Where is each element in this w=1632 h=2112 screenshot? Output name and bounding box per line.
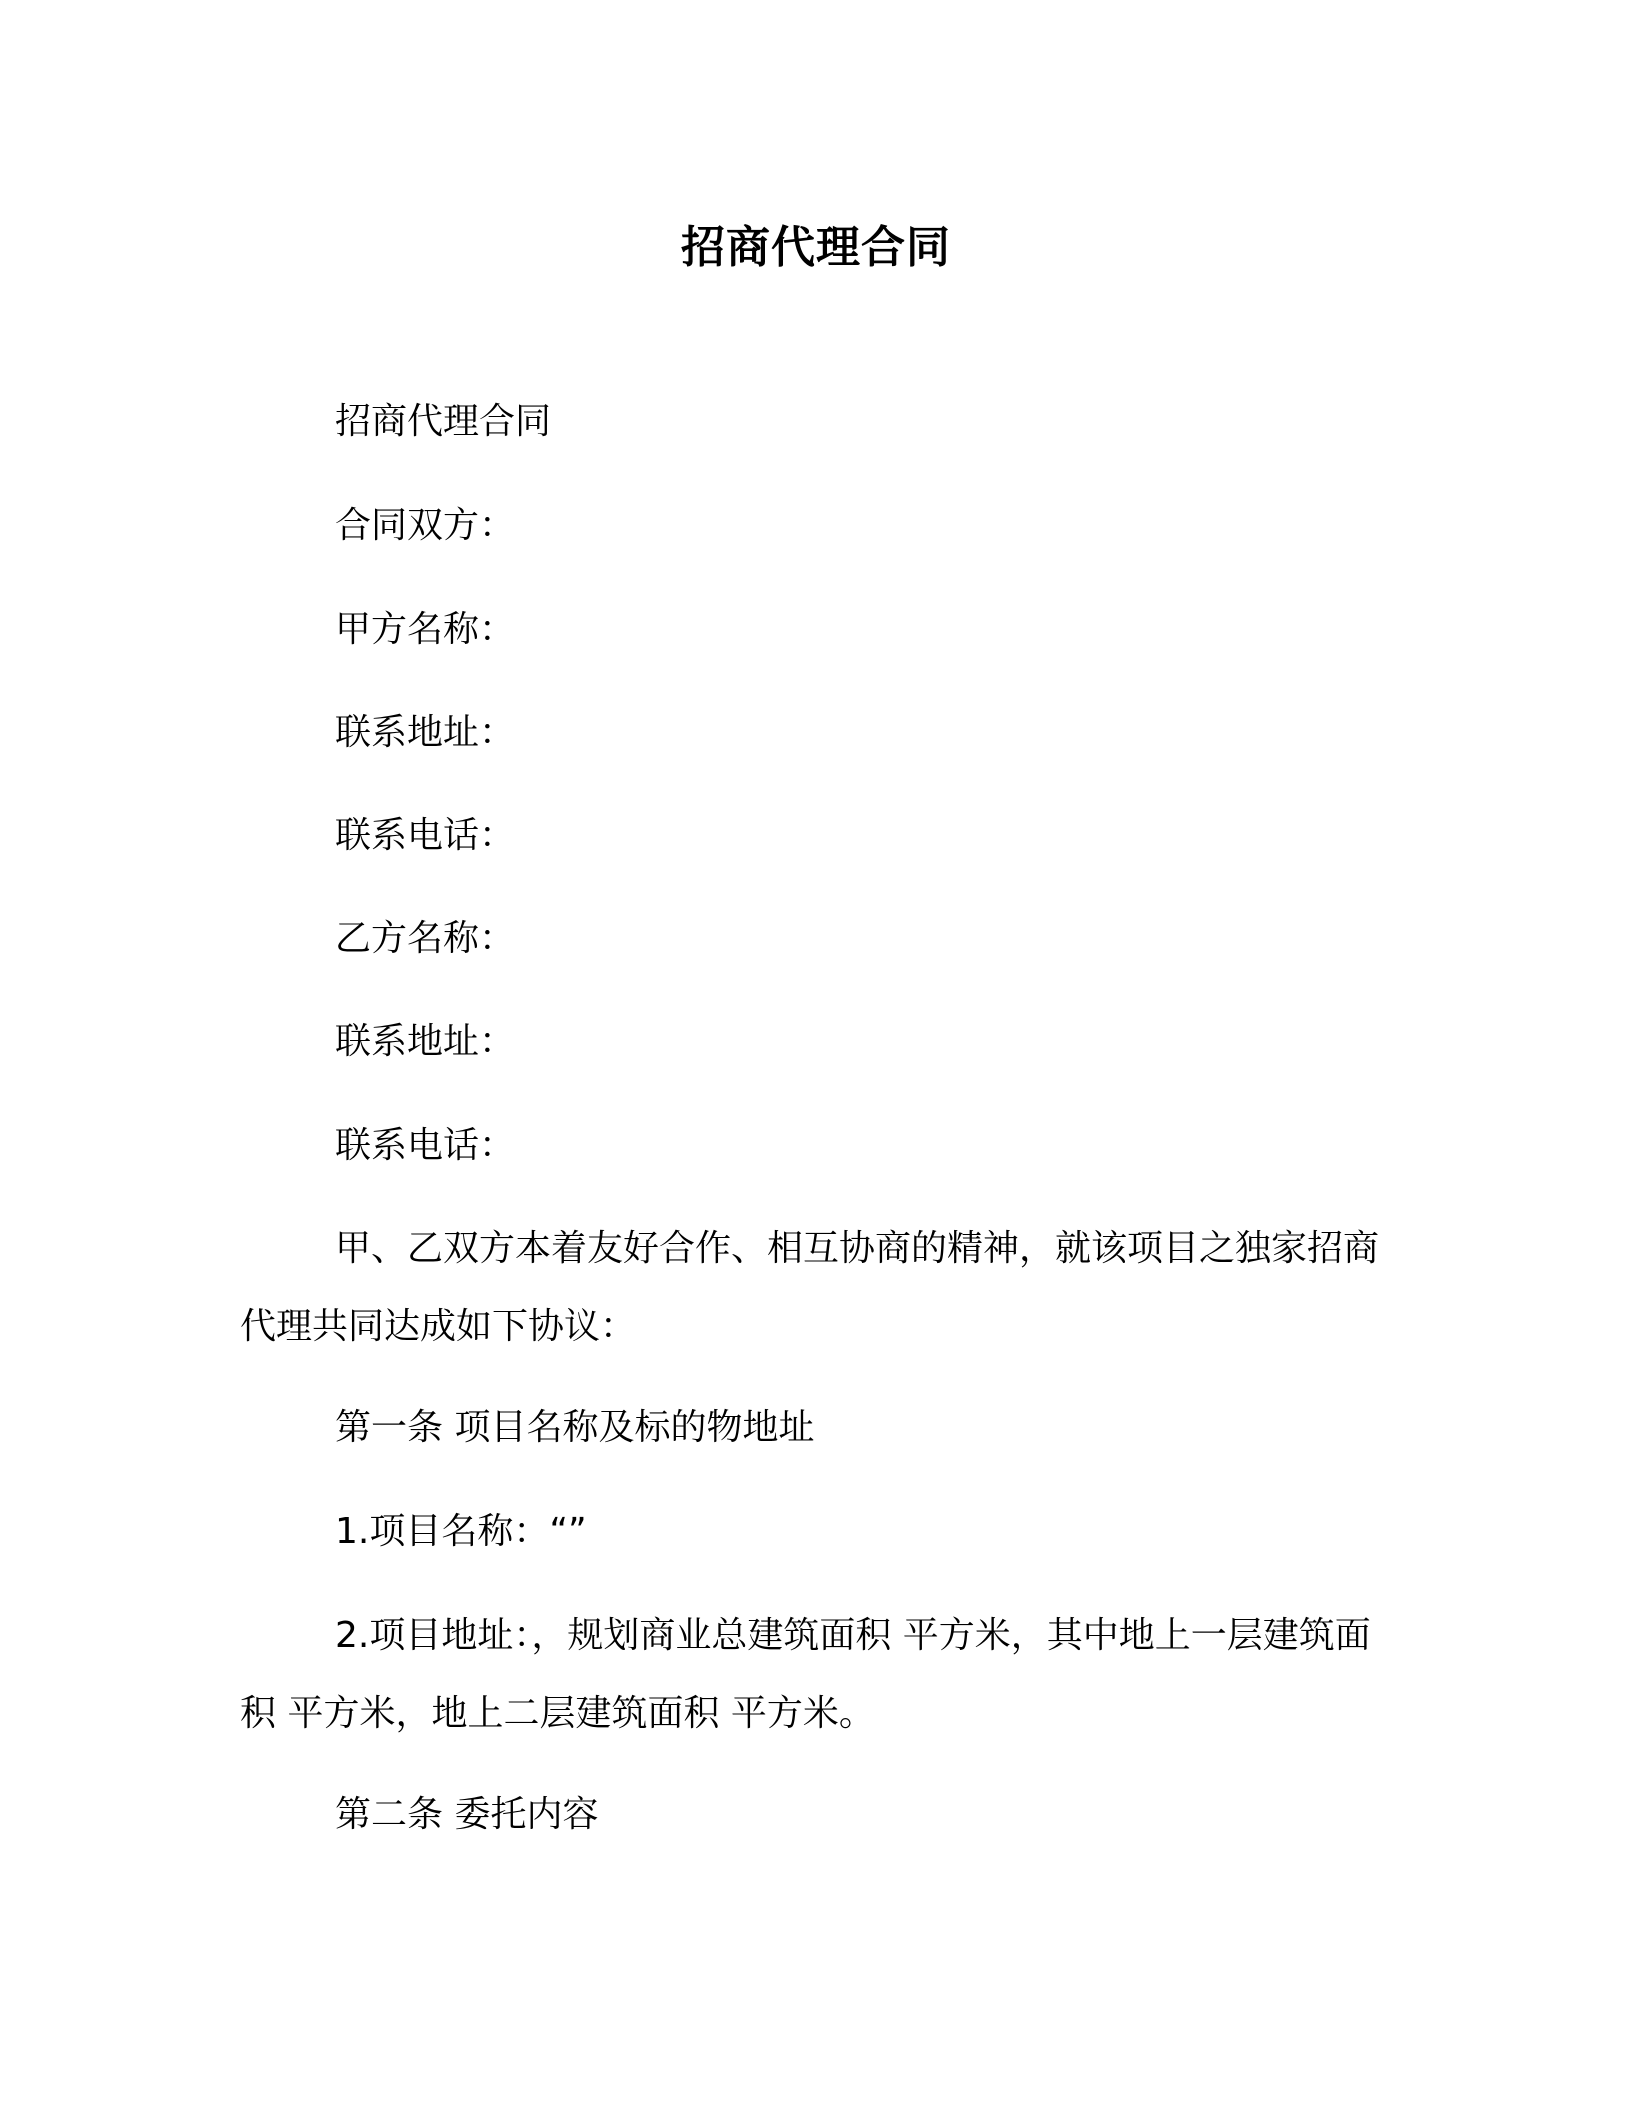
party-b-phone-label: 联系电话：	[335, 1125, 516, 1166]
party-a-address-label: 联系地址：	[335, 712, 516, 753]
party-b-address-label: 联系地址：	[335, 1021, 516, 1062]
party-a-name-label: 甲方名称：	[335, 609, 516, 650]
article-2-heading: 第二条 委托内容	[335, 1794, 599, 1835]
party-b-name-label: 乙方名称：	[335, 918, 516, 959]
article-1-heading: 第一条 项目名称及标的物地址	[335, 1407, 815, 1448]
article-1-item-1: 1.项目名称：“”	[335, 1511, 587, 1552]
document-title: 招商代理合同	[681, 222, 951, 273]
parties-label: 合同双方：	[335, 505, 516, 546]
article-1-item-2: 2.项目地址：，规划商业总建筑面积 平方米，其中地上一层建筑面积 平方米，地上二层建筑面积 平方米。	[240, 1615, 1371, 1734]
subtitle-line: 招商代理合同	[335, 401, 552, 442]
party-a-phone-label: 联系电话：	[335, 815, 516, 856]
intro-paragraph: 甲、乙双方本着友好合作、相互协商的精神，就该项目之独家招商代理共同达成如下协议：	[240, 1228, 1380, 1347]
